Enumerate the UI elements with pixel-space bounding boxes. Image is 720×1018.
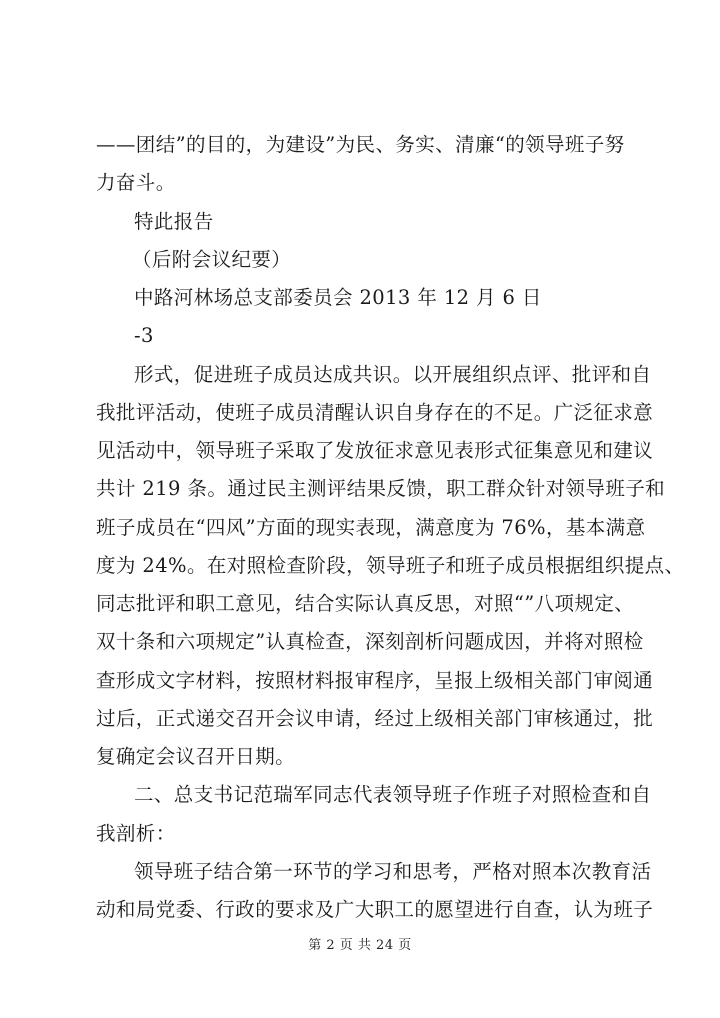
text-line: 形式，促进班子成员达成共识。以开展组织点评、批评和自 <box>134 363 652 386</box>
text-line: ——团结”的目的，为建设”为民、务实、清廉“的领导班子努 <box>96 133 625 156</box>
text-line: 度为 24%。在对照检查阶段，领导班子和班子成员根据组织提点、 <box>96 554 685 577</box>
text-line: （后附会议纪要） <box>132 248 292 271</box>
text-line: 查形成文字材料，按照材料报审程序，呈报上级相关部门审阅通 <box>96 669 654 692</box>
section-heading: 二、总支书记范瑞军同志代表领导班子作班子对照检查和自 <box>134 783 652 806</box>
page-footer: 第 2 页 共 24 页 <box>308 938 412 953</box>
text-line: 过后，正式递交召开会议申请，经过上级相关部门审核通过，批 <box>96 707 654 730</box>
text-line: 复确定会议召开日期。 <box>96 745 296 768</box>
signature-line: 中路河林场总支部委员会 2013 年 12 月 6 日 <box>134 286 542 309</box>
text-line: 共计 219 条。通过民主测评结果反馈，职工群众针对领导班子和 <box>96 477 666 500</box>
text-line: 见活动中，领导班子采取了发放征求意见表形式征集意见和建议 <box>96 439 654 462</box>
text-line: 班子成员在“四风”方面的现实表现，满意度为 76%，基本满意 <box>96 516 646 539</box>
text-line: 特此报告 <box>134 210 214 233</box>
text-line: 我剖析： <box>96 822 176 845</box>
text-line: 我批评活动，使班子成员清醒认识自身存在的不足。广泛征求意 <box>96 401 654 424</box>
text-line: 领导班子结合第一环节的学习和思考，严格对照本次教育活 <box>134 860 652 883</box>
text-line: 动和局党委、行政的要求及广大职工的愿望进行自查，认为班子 <box>96 898 654 921</box>
text-line: 同志批评和职工意见，结合实际认真反思，对照“”八项规定、 <box>96 592 635 615</box>
text-line: 双十条和六项规定”认真检查，深刻剖析问题成因，并将对照检 <box>96 630 644 653</box>
page-marker: -3 <box>134 324 154 347</box>
text-line: 力奋斗。 <box>96 171 176 194</box>
